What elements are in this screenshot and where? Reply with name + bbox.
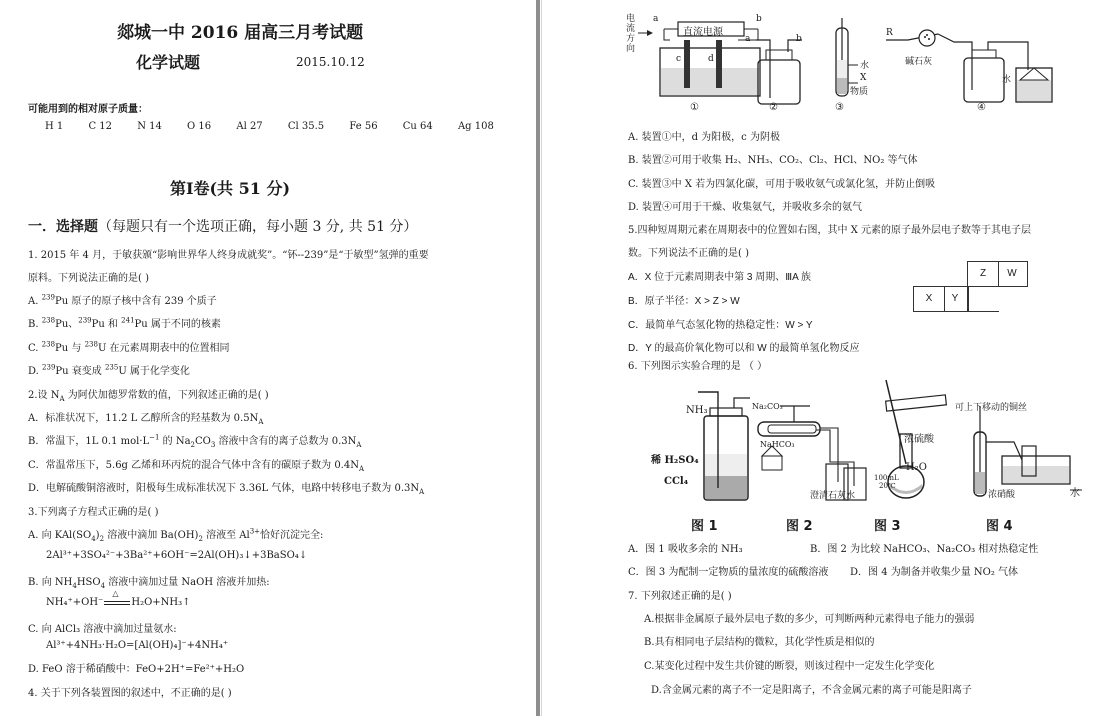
q5-option-c: C．最简单气态氢化物的热稳定性：W > Y [628,320,813,331]
q3-option-a: A. 向 $KAl(SO_4)_2$ 溶液中滴加 $Ba(OH)_2$ 溶液至 $Al^{3+}$恰好沉淀完全: [28,527,324,543]
atomic-mass-label: 可能用到的相对原子质量： [28,104,148,115]
soda-lime-label: 碱石灰 [905,57,933,67]
mass-ag: Ag 108 [457,121,494,132]
inverted-funnel [1020,68,1048,80]
part-title: 一．选择题 [28,219,98,235]
q2-option-c: C．常温常压下，5.6g 乙烯和环丙烷的混合气体中含有的碳原子数为 $0.4N_A$ [28,460,365,473]
current-direction-label: 电 流 方 向 [626,14,636,54]
part-note: （每题只有一个选项正确，每小题 3 分, 共 51 分） [98,219,418,235]
cell-w: W [997,261,1028,287]
h2o-label: H₂O [906,462,927,473]
label-c: c [676,54,682,64]
power-supply-label: 直流电源 [683,27,723,38]
q1-option-a: A. $^{239}$Pu 原子的原子核中含有 239 个质子 [28,293,217,307]
fig4-title: 图 4 [986,519,1013,534]
q1-option-c: C. $^{238}$Pu 与 $^{238}$U 在元素周期表中的位置相同 [28,340,230,354]
flask-volume-label: 100mL [874,474,899,482]
fig3-glass-rod [886,380,906,464]
x-label: X [860,73,867,83]
mass-al: Al 27 [236,121,263,132]
electrolyte [661,68,759,95]
page-divider [536,0,540,716]
na2co3-label: Na₂CO₃ [752,402,783,411]
q7-option-c: C.某变化过程中发生共价键的断裂，则该过程中一定发生化学变化 [644,661,935,672]
flask-temp-label: 20℃ [879,482,896,490]
nh3-label: NH₃ [686,405,708,416]
label-a: a [653,14,659,24]
fig3-title: 图 3 [874,519,901,534]
q4-option-d: D. 装置④可用于干燥、收集氨气，并吸收多余的氨气 [628,202,863,213]
q7-option-d: D.含金属元素的离子不一定是阳离子，不含金属元素的离子可能是阳离子 [651,685,972,696]
q2-stem: 2.设 $N_A$ 为阿伏加德罗常数的值，下列叙述正确的是( ) [28,390,269,403]
q3-option-b: B. 向 $NH_4HSO_4$ 溶液中滴加过量 NaOH 溶液并加热: [28,577,270,590]
q3-option-a-equation: 2Al³⁺+3SO₄²⁻+3Ba²⁺+6OH⁻=2Al(OH)₃↓+3BaSO₄↓ [46,550,308,561]
mass-fe: Fe 56 [349,121,378,132]
q4-option-a: A. 装置①中，d 为阳极，c 为阴极 [628,132,780,143]
collection-bottle-4 [964,58,1004,102]
exam-date: 2015.10.12 [296,55,365,69]
q1-option-d: D. $^{239}$Pu 衰变成 $^{235}$U 属于化学变化 [28,363,190,377]
q6-option-c: C．图 3 为配制一定物质的量浓度的硫酸溶液 [628,567,829,578]
apparatus-2-number: ② [769,102,778,113]
page-divider-shadow [541,0,542,716]
q7-option-a: A.根据非金属原子最外层电子数的多少，可判断两种元素得电子能力的强弱 [644,614,975,625]
x-substance [837,78,847,94]
label-b2: b [796,34,802,44]
electrode-d [716,40,722,88]
q1-option-b: B. $^{238}$Pu、$^{239}$Pu 和 $^{241}$Pu 属于不同的核素 [28,316,221,330]
q6-option-b: B．图 2 为比较 NaHCO₃、Na₂CO₃ 相对热稳定性 [810,544,1039,555]
q3-option-d: D. FeO 溶于稀硝酸中：FeO+2H⁺=Fe²⁺+H₂O [28,664,245,675]
exam-subtitle: 化学试题 [136,53,201,72]
q2-option-b: B．常温下，1L 0.1 $mol\cdot L^{-1}$ 的 $Na_2CO_3$ 溶液中含有的离子总数为 $0.3N_A$ [28,433,362,449]
q5-stem-line2: 数。下列说法不正确的是( ) [628,248,749,259]
fig3-cylinder [886,395,947,411]
q3-option-b-equation: NH₄⁺+OH⁻ △ H₂O+NH₃↑ [46,589,191,608]
q3-stem: 3.下列离子方程式正确的是( ) [28,507,159,518]
atomic-mass-list [45,121,494,132]
electrode-c [684,40,690,88]
fig2-outer-tube [758,422,820,436]
q7-stem: 7. 下列叙述正确的是( ) [628,591,732,602]
q7-option-b: B.具有相同电子层结构的微粒，其化学性质是相似的 [644,637,875,648]
cell-z: Z [967,261,999,287]
fig1-title: 图 1 [691,519,718,534]
q5-option-b: B．原子半径：X > Z > W [628,296,740,307]
q4-option-c: C. 装置③中 X 若为四氯化碳，可用于吸收氨气或氯化氢，并防止倒吸 [628,179,936,190]
apparatus-4-number: ④ [977,102,986,113]
cell-empty [968,286,999,312]
label-b: b [756,14,762,24]
label-d: d [708,54,714,64]
q4-option-b: B. 装置②可用于收集 H₂、NH₃、CO₂、Cl₂、HCl、NO₂ 等气体 [628,155,918,166]
drying-tube [919,30,935,46]
mass-cl: Cl 35.5 [287,121,325,132]
q6-option-d: D．图 4 为制备并收集少量 NO₂ 气体 [850,567,1019,578]
part-heading [28,216,417,236]
apparatus-1-number: ① [690,102,699,113]
q1-stem-line1: 1. 2015 年 4 月，于敏获颁“影响世界华人终身成就奖”。“钚--239”是“于敏型”氢弹的重要 [28,250,429,261]
conc-sulfuric-label: 浓硫酸 [904,434,934,445]
q3-option-c: C. 向 AlCl₃ 溶液中滴加过量氨水: [28,624,177,635]
label-a2: a [745,34,751,44]
limewater-label: 澄清石灰水 [810,491,856,501]
q2-option-a: A．标准状况下，11.2 L 乙醇所含的羟基数为 $0.5N_A$ [28,413,264,426]
fig1-ccl4-layer [705,476,747,499]
fig2-title: 图 2 [786,519,813,534]
q5-stem-line1: 5.四种短周期元素在周期表中的位置如右图，其中 X 元素的原子最外层电子数等于其电子层 [628,225,1032,236]
water-label-3: 水 [860,61,870,71]
r-label: R [886,28,893,38]
water-label-4: 水 [1002,75,1012,85]
nahco3-label: NaHCO₃ [760,440,795,449]
material-label: 物质 [850,87,869,97]
section-title: 第Ⅰ卷(共 51 分) [170,179,291,198]
h2so4-label: 稀 H₂SO₄ [651,455,699,466]
mass-o: O 16 [187,121,212,132]
q6-option-a: A．图 1 吸收多余的 NH₃ [628,544,743,555]
cell-y: Y [943,286,968,312]
mass-c: C 12 [88,121,113,132]
copper-wire-label: 可上下移动的铜丝 [955,403,1028,413]
q4-stem: 4. 关于下列各装置图的叙述中，不正确的是( ) [28,688,232,699]
collection-bottle [758,60,800,104]
water-label-fig4: 水 [1070,488,1080,499]
ccl4-label: CCl₄ [664,476,689,487]
heat-symbol: △ [112,589,119,598]
q3-option-c-equation: Al³⁺+4NH₃·H₂O=[Al(OH)₄]⁻+4NH₄⁺ [46,640,229,651]
q6-stem: 6. 下列图示实验合理的是 （ ） [628,361,768,372]
exam-title: 郯城一中 2016 届高三月考试题 [117,23,364,43]
mass-h: H 1 [45,121,64,132]
q2-option-d: D．电解硫酸铜溶液时，阳极每生成标准状况下 3.36L 气体，电路中转移电子数为 $0.3N_A$ [28,483,425,496]
q5-option-d: D．Y 的最高价氧化物可以和 W 的最简单氢化物反应 [628,343,860,354]
apparatus-3-number: ③ [835,102,844,113]
q1-stem-line2: 原料。下列说法正确的是( ) [28,273,149,284]
mass-n: N 14 [137,121,162,132]
conc-nitric-label: 浓硝酸 [988,490,1016,500]
mass-cu: Cu 64 [402,121,433,132]
cell-x: X [913,286,945,312]
q5-option-a: A．X 位于元素周期表中第 3 周期、ⅢA 族 [628,272,812,283]
